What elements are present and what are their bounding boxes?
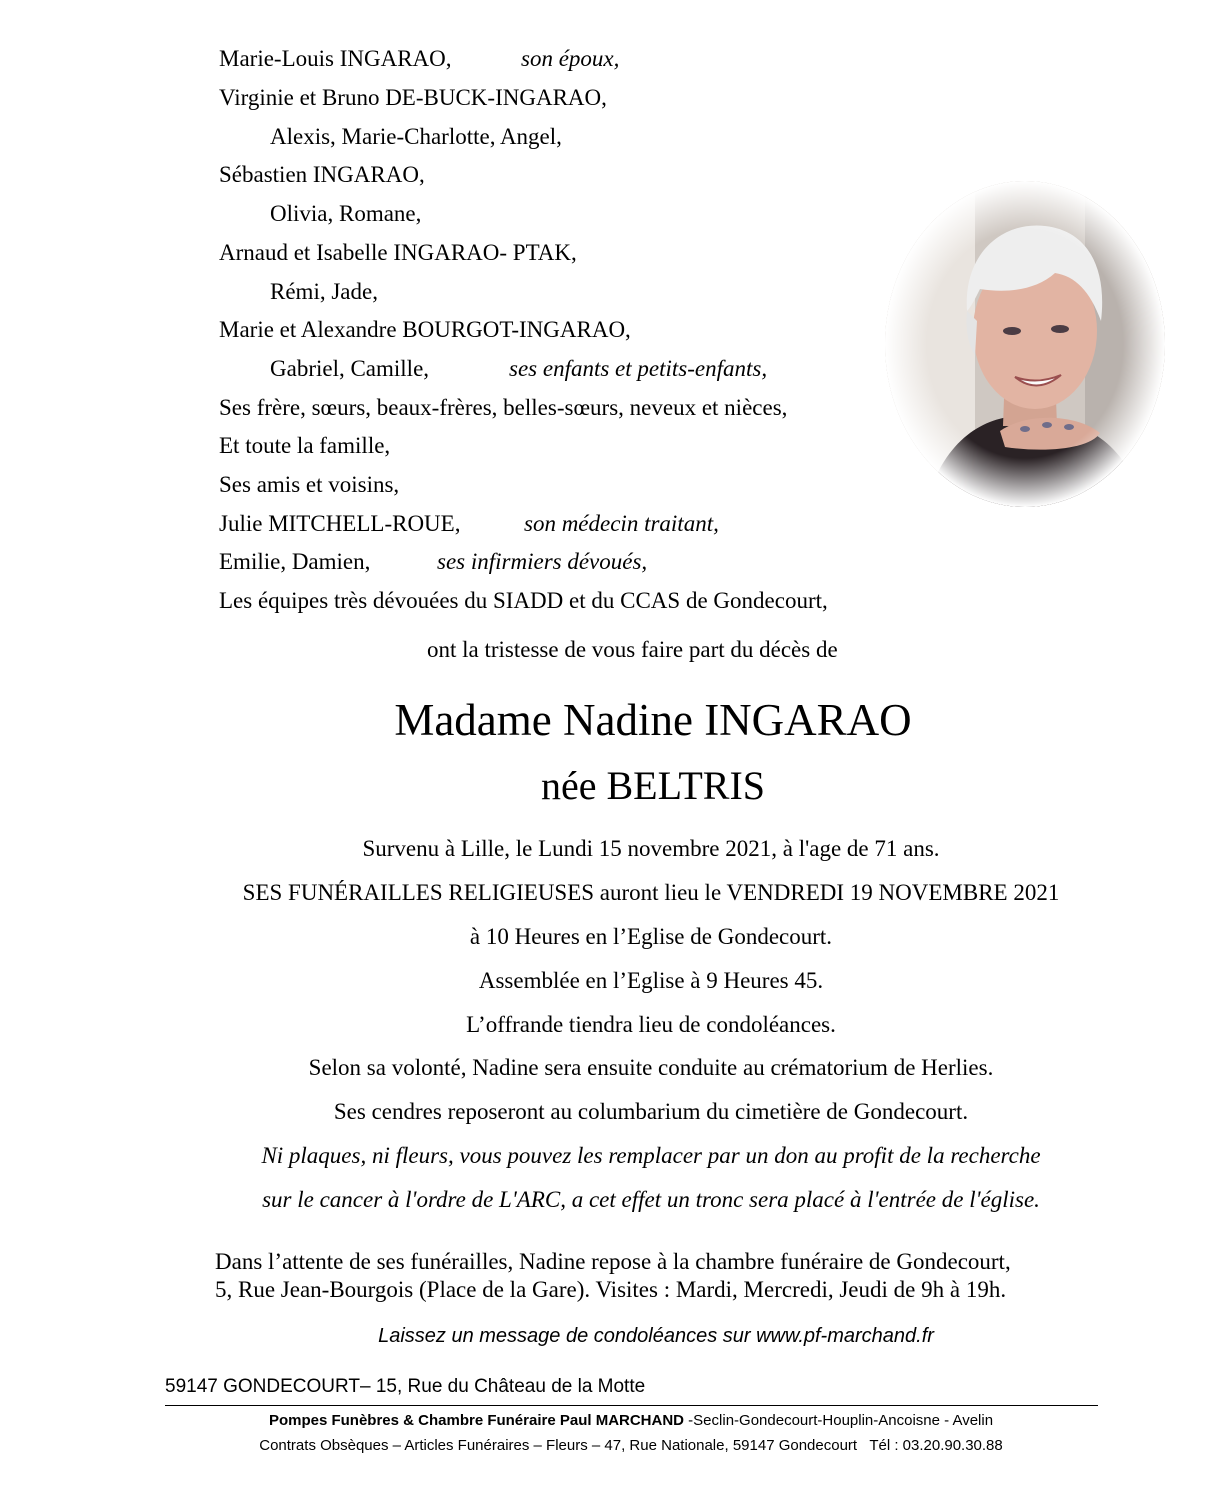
family-name: Emilie, Damien,	[219, 549, 371, 574]
detail-line: Selon sa volonté, Nadine sera ensuite conduite au crématorium de Herlies.	[308, 1055, 994, 1080]
family-line	[219, 511, 460, 537]
family-name: Ses frère, sœurs, beaux-frères, belles-sœurs, neveux et nièces,	[219, 395, 788, 420]
detail-line: à 10 Heures en l’Eglise de Gondecourt.	[469, 924, 833, 949]
donation-line: sur le cancer à l'ordre de L'ARC, a cet effet un tronc sera placé à l'entrée de l'église.	[262, 1187, 1040, 1212]
family-line	[219, 433, 390, 459]
portrait-illustration	[885, 181, 1165, 507]
footer-company	[0, 1412, 1214, 1429]
family-line	[219, 395, 787, 421]
family-name: Julie MITCHELL-ROUE,	[219, 511, 461, 536]
family-name: Gabriel, Camille,	[270, 356, 430, 381]
website-message: Laissez un message de condoléances sur www.pf-marchand.fr	[378, 1325, 934, 1347]
family-name: Arnaud et Isabelle INGARAO- PTAK,	[219, 240, 577, 265]
footer-contact: Contrats Obsèques – Articles Funéraires – Fleurs – 47, Rue Nationale, 59147 Gondecourt Tél : 03.20.90.30.88	[259, 1437, 1003, 1454]
detail-line: SES FUNÉRAILLES RELIGIEUSES auront lieu le VENDREDI 19 NOVEMBRE 2021	[242, 880, 1060, 905]
family-line	[270, 279, 378, 305]
family-name: Alexis, Marie-Charlotte, Angel,	[270, 124, 562, 149]
family-name: Marie-Louis INGARAO,	[219, 46, 452, 71]
footer-divider	[165, 1405, 1098, 1406]
family-role	[509, 356, 767, 382]
family-line	[219, 162, 425, 188]
family-name: Virginie et Bruno DE-BUCK-INGARAO,	[219, 85, 607, 110]
family-role-text: ses enfants et petits-enfants,	[509, 356, 768, 381]
family-name: Rémi, Jade,	[270, 279, 378, 304]
family-line	[219, 85, 607, 111]
family-role	[521, 46, 619, 72]
footer-company-name: Pompes Funèbres & Chambre Funéraire Paul MARCHAND	[268, 1412, 685, 1429]
family-name: Et toute la famille,	[219, 433, 391, 458]
detail-line: Ses cendres reposeront au columbarium du cimetière de Gondecourt.	[333, 1099, 969, 1124]
deceased-name: Madame Nadine INGARAO	[394, 695, 912, 745]
family-line	[219, 549, 370, 575]
deceased-birth-name: née BELTRIS	[540, 763, 766, 808]
portrait-photo	[885, 181, 1165, 507]
family-line	[270, 124, 562, 150]
donation-line: Ni plaques, ni fleurs, vous pouvez les remplacer par un don au profit de la recherche	[261, 1143, 1041, 1168]
repose-line: 5, Rue Jean-Bourgois (Place de la Gare). Visites : Mardi, Mercredi, Jeudi de 9h à 19h.	[215, 1277, 1007, 1302]
family-line	[219, 588, 828, 614]
family-line	[270, 356, 429, 382]
address-line: 59147 GONDECOURT– 15, Rue du Château de la Motte	[165, 1376, 646, 1397]
family-line	[219, 317, 631, 343]
family-line	[219, 472, 399, 498]
family-role	[437, 549, 647, 575]
footer-company-locations: -Seclin-Gondecourt-Houplin-Ancoisne - Avelin	[684, 1412, 994, 1429]
family-role-text: son époux,	[521, 46, 620, 71]
family-line	[219, 240, 577, 266]
family-role	[524, 511, 719, 537]
detail-line: Survenu à Lille, le Lundi 15 novembre 2021, à l'age de 71 ans.	[362, 836, 940, 861]
family-role-text: son médecin traitant,	[524, 511, 719, 536]
family-line	[270, 201, 421, 227]
detail-line: L’offrande tiendra lieu de condoléances.	[466, 1012, 836, 1037]
family-line	[219, 46, 452, 72]
family-name: Sébastien INGARAO,	[219, 162, 425, 187]
family-name: Olivia, Romane,	[270, 201, 422, 226]
detail-line: Assemblée en l’Eglise à 9 Heures 45.	[478, 968, 824, 993]
family-name: Les équipes très dévouées du SIADD et du CCAS de Gondecourt,	[219, 588, 828, 613]
family-name: Ses amis et voisins,	[219, 472, 400, 497]
family-role-text: ses infirmiers dévoués,	[437, 549, 648, 574]
family-name: Marie et Alexandre BOURGOT-INGARAO,	[219, 317, 631, 342]
repose-line: Dans l’attente de ses funérailles, Nadine repose à la chambre funéraire de Gondecourt,	[215, 1249, 1011, 1274]
intro-text: ont la tristesse de vous faire part du décès de	[427, 637, 838, 662]
